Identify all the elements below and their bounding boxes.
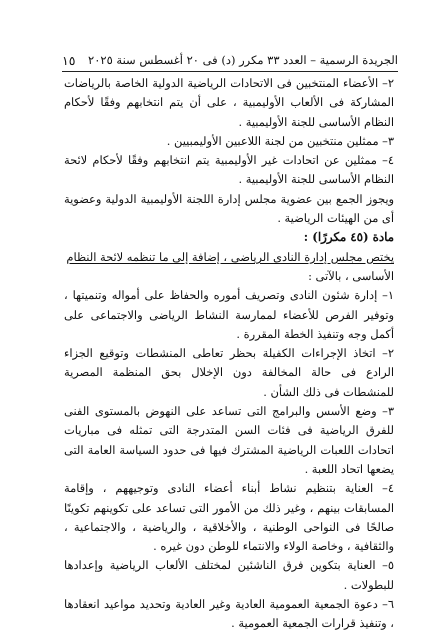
paragraph-item-3: ٣– ممثلين منتخبين من لجنة اللاعبين الأوليمبيين . [166,133,394,148]
article-item-2: ٢– اتخاذ الإجراءات الكفيلة بحظر تعاطى المنشطات وتوقيع الجزاء الرادع فى حالة المخالفة دون الإخلال بحق المنظمة المصرية للمنشطات فى ذلك الشأن . [64,346,394,399]
article-item-4: ٤– العناية بتنظيم نشاط أبناء أعضاء النادى وتوجيههم ، وإقامة المسابقات بينهم ، وغير ذلك من الأمور التى تساعد على تكوينهم تكوينًا صالحًا فى النواحى الوطنية ، والأخلاقية ، والرياضية ، والاجتماعية ، والثقافية ، وخاصة الولاء والانتماء للوطن دون غيره . [64,481,394,554]
article-intro-underlined: يختص مجلس إدارة النادى الرياضى ، إضافة إلى ما تنظمه لائحة النظام [66,249,394,264]
article-intro [64,248,394,287]
paragraph-item-4: ٤– ممثلين عن اتحادات غير الأوليمبية يتم انتخابهم وفقًا لأحكام لائحة النظام الأساسى للجنة الأوليمبية . [64,153,394,187]
article-item-1: ١– إدارة شئون النادى وتصريف أموره والحفاظ على أمواله وتنميتها ، وتوفير الفرص للأعضاء لممارسة النشاط الرياضى والاجتماعى على أكمل وجه وتنفيذ الخطة المقررة . [64,288,394,341]
document-body [64,74,394,631]
article-intro-rest: الأساسى ، بالآتى : [308,268,394,283]
paragraph-item-2: ٢– الأعضاء المنتخبين فى الاتحادات الرياضية الدولية الخاصة بالرياضات المشاركة فى الألعاب الأوليمبية ، على أن يتم انتخابهم وفقًا لأحكام النظام الأساسى للجنة الأوليمبية . [64,76,394,129]
header-divider [62,71,398,72]
page-number: ١٥ [62,52,76,68]
article-item-5: ٥– العناية بتكوين فرق الناشئين لمختلف الألعاب الرياضية وإعدادها للبطولات . [64,558,394,592]
paragraph-combination-rule: ويجوز الجمع بين عضوية مجلس إدارة اللجنة الأوليمبية الدولية وعضوية أى من الهيئات الرياضية . [64,191,394,226]
article-title: مادة (٤٥ مكررًا) : [303,230,394,245]
page-header [62,52,398,68]
article-item-3: ٣– وضع الأسس والبرامج التى تساعد على النهوض بالمستوى الفنى للفرق الرياضية فى فئات السن المتدرجة التى تمثله فى مباريات اتحادات اللعبات الرياضية المشترك فيها فى حدود السياسة العامة التى يضعها اتحاد اللعبة . [64,404,394,476]
article-item-6: ٦– دعوة الجمعية العمومية العادية وغير العادية وتحديد مواعيد انعقادها ، وتنفيذ قرارات الجمعية العمومية . [64,597,394,631]
header-title: الجريدة الرسمية – العدد ٣٣ مكرر (د) فى ٢٠ أغسطس سنة ٢٠٢٥ [88,53,398,67]
